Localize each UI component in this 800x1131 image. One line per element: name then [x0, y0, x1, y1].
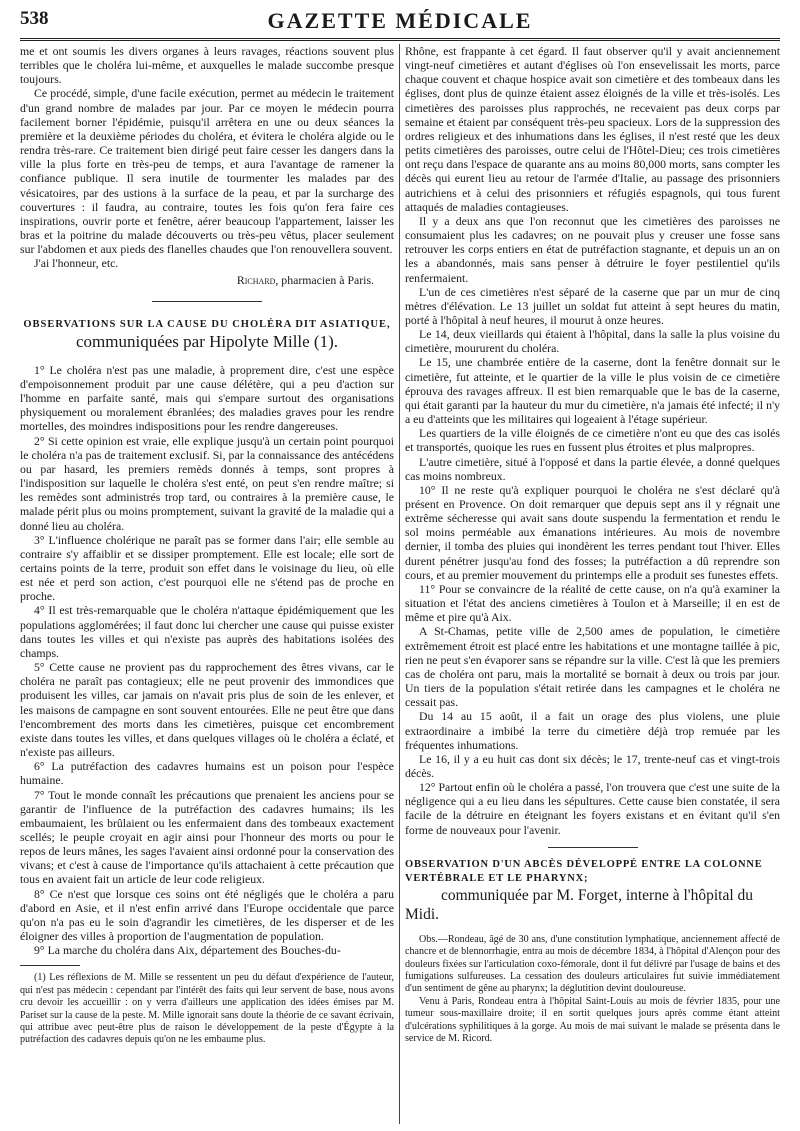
numbered-point: 5° Cette cause ne provient pas du rapprochement des êtres vivans, car le choléra ne paraît pas contagieux; elle ne peut provenir des immondices que produisent les villes, car jamais on n'avait pris plus de soin de les enlever, et les maisons de campagne en sont souvent entourées. Elle ne peut être que dans l'encombrement des morts dans les cimetières, puisque cet encombrement existe dans toutes les villes, et dans quelques villages où le choléra a éclaté, et n'existe pas ailleurs.	[20, 660, 394, 760]
section-heading	[20, 318, 394, 351]
paragraph: Du 14 au 15 août, il a fait un orage des plus violens, une pluie extraordinaire a imbibé la terre du cimetière déjà trop remuée par les fréquentes inhumations.	[405, 709, 780, 752]
numbered-point: 11° Pour se convaincre de la réalité de cette cause, on n'a qu'à examiner la situation et l'état des anciens cimetières à Toulon et à Marseille; il en est de même et pire qu'à Aix.	[405, 581, 780, 625]
header-rule	[20, 38, 780, 41]
numbered-point: 6° La putréfaction des cadavres humains est un poison pour l'espèce humaine.	[20, 759, 394, 788]
case-paragraph: Obs.—Rondeau, âgé de 30 ans, d'une constitution lymphatique, anciennement affecté de chancre et de blennorrhagie, entra au mois de décembre 1834, à l'hôpital d'Alençon pour des douleurs fixées sur l'articulation coxo-fémorale, dont il fut délivré par l'usage de bains et des fumigations sulfureuses. La cessation des douleurs articulaires fut suivie immédiatement d'un sentiment de gêne au pharynx; la déglutition devint douloureuse.	[405, 933, 780, 995]
numbered-point: 3° L'influence cholérique ne paraît pas se former dans l'air; elle semble au contraire s'y affaiblir et se dissiper promptement. Elle est locale; elle sort de certains points de la terre, produit son effet dans le voisinage du lieu, où elle est née et perd son action, c'est pourquoi elle ne s'étend pas de proche en proche.	[20, 532, 394, 604]
paragraph: Les quartiers de la ville éloignés de ce cimetière n'ont eu que des cas isolés et transportés, quoique les rues en fussent plus étroites et plus malpropres.	[405, 426, 780, 455]
page-header	[20, 8, 780, 38]
section-heading-byline: communiquées par Hipolyte Mille (1).	[75, 331, 339, 351]
paragraph: Le 15, une chambrée entière de la caserne, dont la fenêtre donnait sur le cimetière, fut atteinte, et le quartier de la ville le plus voisin de ce cimetière éprouva des ravages affreux. Il est bien remarquable que le bas de la caserne, qui était garanti par la hauteur du mur du cimetière, n'a jamais été infecté; il n'y a eu d'atteints que les militaires qui logeaient à l'étage supérieur.	[405, 355, 780, 427]
signature	[20, 273, 394, 287]
numbered-point: 10° Il ne reste qu'à expliquer pourquoi le choléra ne s'est déclaré qu'à présent en Provence. On doit remarquer que depuis sept ans il y régnait une extrême sécheresse qui avait sans doute suspendu la fermentation et rendu le sol moins perméable aux émanations intérieures. Au mois de novembre dernier, il tomba des pluies qui inondèrent les terres pendant tout l'hiver. Elles durent pénétrer jusqu'au fond des fosses; la putréfaction a dû reprendre son cours, et au premier mouvement du printemps elle a produit ses funestes effets.	[405, 482, 780, 582]
page-number: 538	[20, 8, 49, 29]
paragraph: L'autre cimetière, situé à l'opposé et dans la partie élevée, a donné quelques cas moins nombreux.	[405, 454, 780, 483]
paragraph: A St-Chamas, petite ville de 2,500 ames de population, le cimetière extrêmement étroit est placé entre les habitations et une montagne taillée à pic, rien ne peut s'en évaporer sans se répandre sur la ville. C'est là que les premiers cas de choléra ont paru, mais la mortalité se bornait à deux ou trois par jour. Un tiers de la population s'était retirée dans les campagnes et le choléra ne cessait pas.	[405, 624, 780, 710]
paragraph: Le 16, il y a eu huit cas dont six décès; le 17, trente-neuf cas et vingt-trois décès.	[405, 751, 780, 780]
column-divider	[399, 44, 400, 1124]
numbered-point: 12° Partout enfin où le choléra a passé, l'on trouvera que c'est une suite de la négligence qui a eu lieu dans les sépultures. Cette cause bien constatée, il sera facile de la détruire en éteignant les foyers existans et en évitant qu'il s'en forme de nouveaux pour l'avenir.	[405, 780, 780, 837]
case-paragraph: Venu à Paris, Rondeau entra à l'hôpital Saint-Louis au mois de février 1835, pour une tumeur sous-maxillaire droite; il en sortit quelques jours après comme étant atteint d'ulcérations syphilitiques à la gorge. Au mois de mai suivant le malade se présenta dans le service de M. Ricord.	[405, 995, 780, 1044]
section-separator	[548, 847, 638, 848]
left-column	[20, 44, 394, 1047]
numbered-point: 9° La marche du choléra dans Aix, département des Bouches-du-	[34, 943, 341, 958]
footnote: (1) Les réflexions de M. Mille se ressentent un peu du défaut d'expérience de l'auteur, qui n'est pas médecin : cependant par l'intérêt des faits qui leur servent de base, nous avons cru devoir les accueillir : on y verra d'ailleurs une application des idées émises par M. Pariset sur la cause de la peste. M. Mille ignorait sans doute la théorie de ce savant écrivain, qui attribue avec peut-être plus de raison le développement de la peste d'Égypte à la putréfaction des cadavres depuis qu'on ne les embaume plus.	[20, 972, 394, 1046]
section-heading-caps: OBSERVATIONS SUR LA CAUSE DU CHOLÉRA DIT ASIATIQUE,	[23, 318, 391, 330]
paragraph: L'un de ces cimetières n'est séparé de la caserne que par un mur de cinq mètres d'élévation. Le 13 juillet un soldat fut atteint à sept heures du matin, porté à l'hôpital à neuf heures, il mourut à onze heures.	[405, 284, 780, 327]
signature-name: Richard	[236, 272, 276, 287]
section-heading-caps: OBSERVATION D'UN ABCÈS DÉVELOPPÉ ENTRE LA COLONNE VERTÉBRALE ET LE PHARYNX;	[405, 858, 763, 884]
signature-title: , pharmacien à Paris.	[275, 272, 374, 287]
paragraph: Ce procédé, simple, d'une facile exécution, permet au médecin le traitement d'un grand nombre de malades par jour. Par ce moyen le médecin pourra facilement borner l'épidémie, puisqu'il arrêtera en une ou deux séances la première et la deuxième périodes du choléra, et évitera le choléra algide ou le rendra très-rare. Ce traitement bien dirigé peut faire cesser les dangers dans la ville la plus forte en très-peu de temps, et aura l'avantage de ramener la confiance publique. Il sera inutile de tourmenter les malades par des vésicatoires, par des ustions à la surface de la peau, et par la surcharge des couvertures : il faudra, au contraire, toutes les fois qu'on fera faire ces inspirations, ouvrir porte et fenêtre, aérer beaucoup l'appartement, laisser les bras et la poitrine du malade découverts ou très-peu vêtus, placer seulement sur l'abdomen et aux pieds des flanelles chaudes que l'on renouvellera souvent.	[20, 86, 394, 257]
paragraph: Rhône, est frappante à cet égard. Il faut observer qu'il y avait anciennement vingt-neuf cimetières et autant d'églises où l'on ensevelissait les morts, parce chaque couvent et chaque hospice avait son cimetière et des tombeaux dans les églises, dont plus de quinze étaient assez éloignés de la ville et très-isolés. Les cimetières des paroisses plus rapprochés, ne recevaient pas deux corps par semaine et étaient par conséquent très-peu spacieux. Lors de la suppression des ordres religieux et des inhumations dans les églises, il n'est resté que les deux petits cimetières des paroisses, outre celui de l'Hôtel-Dieu; ces trois cimetières ont reçu dans l'espace de quarante ans au moins 80,000 morts, sans compter les décès qui eurent lieu au retour de l'armée d'Italie, au passage des prisonniers autrichiens et à celui des prisonniers et réfugiés espagnols, qui tous furent attaqués de maladies contagieuses.	[405, 44, 780, 214]
paragraph: Il y a deux ans que l'on reconnut que les cimetières des paroisses ne consumaient plus les cadavres; on ne pouvait plus y creuser une fosse sans retrouver les corps entiers en état de putréfaction stagnante, et depuis un an on les a abandonnés, mais sans penser à détruire le foyer pestilentiel qu'ils renfermaient.	[405, 213, 780, 285]
numbered-point: 2° Si cette opinion est vraie, elle explique jusqu'à un certain point pourquoi le choléra n'a pas de traitement exclusif. Si, par la connaissance des antécédens ou par hasard, les premiers remèds donnés à temps, sont propres à l'indisposition sur laquelle le choléra s'est enté, on peut s'en rendre maître; si les remèdes sont administrés trop tard, ou contraires à la première cause, le malade périt plus ou moins promptement, suivant la gravité de la maladie qui a donné lieu au choléra.	[20, 433, 394, 533]
footnote-rule	[20, 965, 80, 966]
paragraph: me et ont soumis les divers organes à leurs ravages, réactions souvent plus terribles que le choléra lui-même, et auxquelles le malade succombe presque toujours.	[20, 44, 394, 87]
paragraph: Le 14, deux vieillards qui étaient à l'hôpital, dans la salle la plus voisine du cimetière, moururent du choléra.	[405, 327, 780, 356]
numbered-point: 8° Ce n'est que lorsque ces soins ont été négligés que le choléra a paru d'abord en Asie, et il n'est enfin arrivé dans l'Europe occidentale que parce qu'on n'a pas eu le soin d'agrandir les cimetières, de les disperser et de les éloigner des villes à proportion de l'augmentation de population.	[20, 886, 394, 944]
section-heading	[405, 858, 780, 924]
journal-title: GAZETTE MÉDICALE	[267, 8, 533, 33]
paragraph: J'ai l'honneur, etc.	[34, 256, 119, 271]
right-column	[405, 44, 780, 1045]
numbered-point: 7° Tout le monde connaît les précautions que prenaient les anciens pour se garantir de l'influence de la putréfaction des cadavres humains; ils les embaumaient, les brûlaient ou les enfermaient dans des tombeaux exactement scellés; le peuple croyait en agir ainsi pour l'honneur des morts ou pour le repos de leurs mânes, les sages l'avaient ainsi ordonné pour la conservation des vivans; et c'est à cause de l'importance qu'ils attachaient à cette précaution que tous en avaient fait un article de leur code religieux.	[20, 787, 394, 887]
section-separator	[152, 301, 262, 302]
numbered-point: 4° Il est très-remarquable que le choléra n'attaque épidémiquement que les populations agglomérées; il faut donc lui chercher une cause qui puisse exister dans toutes les villes et qui n'existe pas auprès des habitations isolées des champs.	[20, 603, 394, 660]
numbered-point: 1° Le choléra n'est pas une maladie, à proprement dire, c'est une espèce d'empoisonnement produit par une cause délétère, qui a peu d'action sur l'homme en parfaite santé, mais qui s'empare surtout des organisations physiquement ou moralement ébranlées; des maladies graves pour les rendre mortelles, des moindres indispositions pour les rendre dangereuses.	[20, 362, 394, 434]
section-heading-byline: communiquée par M. Forget, interne à l'hôpital du Midi.	[405, 886, 754, 923]
